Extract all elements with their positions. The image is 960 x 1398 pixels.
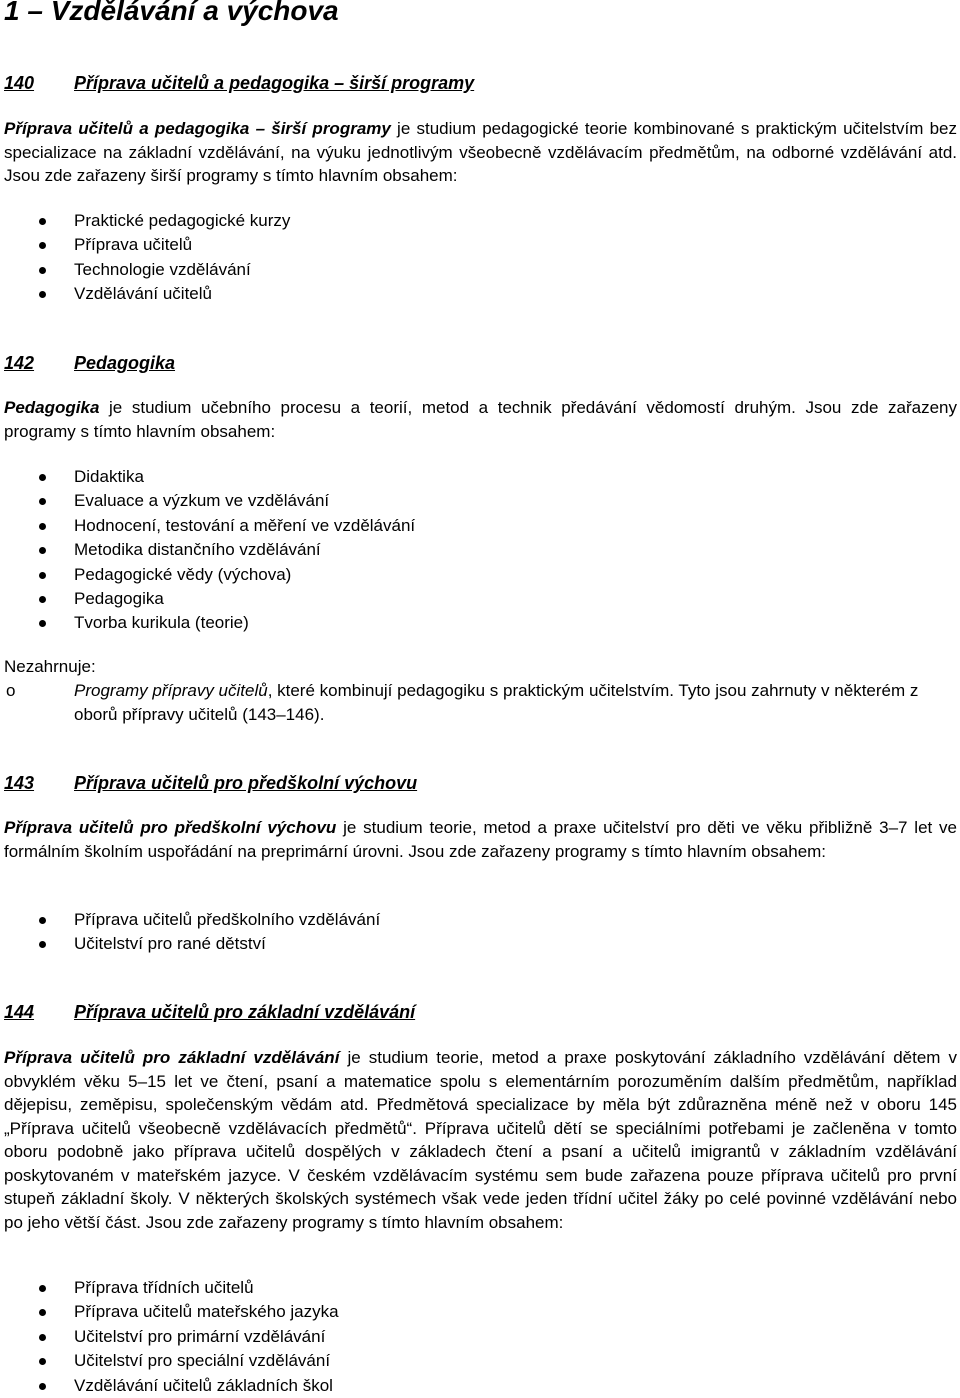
section-number: 142 <box>4 353 35 373</box>
bullet-icon <box>39 498 46 505</box>
list-item: Vzdělávání učitelů základních škol <box>0 1374 339 1398</box>
exclusion-text: Programy přípravy učitelů, které kombinují pedagogiku s praktickým učitelstvím. Tyto jsou zahrnuty v některém z oborů přípravy učitelů (143–146). <box>74 681 919 724</box>
section-140-heading <box>4 72 474 94</box>
list-item: Příprava učitelů předškolního vzdělávání <box>0 908 380 932</box>
list-item: Pedagogika <box>0 587 415 611</box>
section-term: Pedagogika <box>4 398 100 417</box>
list-item: Učitelství pro primární vzdělávání <box>0 1325 339 1349</box>
exclusion-item <box>0 679 957 726</box>
list-item: Učitelství pro speciální vzdělávání <box>0 1349 339 1373</box>
bullet-icon <box>39 1334 46 1341</box>
section-140-description <box>4 117 957 188</box>
section-title: Příprava učitelů pro předškolní výchovu <box>74 773 418 793</box>
bullet-icon <box>39 1383 46 1390</box>
list-item: Metodika distančního vzdělávání <box>0 538 415 562</box>
bullet-icon <box>39 941 46 948</box>
list-item: Pedagogické vědy (výchova) <box>0 563 415 587</box>
section-number: 140 <box>4 73 35 93</box>
section-description-text: je studium teorie, metod a praxe poskytování základního vzdělávání dětem v obvyklém věku 5–15 let ve čtení, psaní a matematice spolu s elementárním porozuměním dalším předmětům, například dějepisu, zeměpisu, společenským vědám atd. Předmětová specializace by měla být zdůrazněna méně než v oboru 145 „Příprava učitelů všeobecně vzdělávacích předmětů“. Příprava učitelů dětí se speciálními potřebami je začleněna v tomto oboru podobně jako příprava učitelů dospělých v základech čtení a psaní a učitelů imigrantů v základním vzdělávání poskytovaném v mateřském jazyce. V českém vzdělávacím systému sem bude zařazena pouze příprava učitelů pro první stupeň základní školy. V některých školských systémech však vede jeden třídní učitel žáky po celé povinné vzdělávání nebo po jeho větší část. Jsou zde zařazeny programy s tímto hlavním obsahem: <box>4 1048 958 1232</box>
section-term: Příprava učitelů pro základní vzdělávání <box>4 1048 340 1067</box>
list-item: Učitelství pro rané dětství <box>0 932 380 956</box>
section-144-description <box>4 1046 957 1234</box>
section-number: 143 <box>4 773 35 793</box>
section-title: Příprava učitelů pro základní vzdělávání <box>74 1002 416 1022</box>
section-143-content-list <box>0 908 380 957</box>
section-144-heading <box>4 1001 415 1023</box>
bullet-icon <box>39 1358 46 1365</box>
section-142-description <box>4 396 957 443</box>
list-item: Praktické pedagogické kurzy <box>0 209 290 233</box>
list-item: Příprava třídních učitelů <box>0 1276 339 1300</box>
bullet-icon <box>39 218 46 225</box>
section-142-content-list <box>0 465 415 636</box>
bullet-icon <box>39 242 46 249</box>
bullet-icon <box>39 547 46 554</box>
bullet-icon <box>39 1309 46 1316</box>
list-item: Příprava učitelů <box>0 233 290 257</box>
bullet-icon <box>39 474 46 481</box>
list-item: Příprava učitelů mateřského jazyka <box>0 1300 339 1324</box>
section-term: Příprava učitelů a pedagogika – širší programy <box>4 119 391 138</box>
bullet-icon <box>39 523 46 530</box>
list-item: Hodnocení, testování a měření ve vzdělávání <box>0 514 415 538</box>
section-term: Příprava učitelů pro předškolní výchovu <box>4 818 337 837</box>
bullet-icon <box>39 596 46 603</box>
section-title: Pedagogika <box>74 353 176 373</box>
section-title: Příprava učitelů a pedagogika – širší programy <box>74 73 475 93</box>
bullet-icon <box>39 620 46 627</box>
section-144-content-list <box>0 1276 339 1398</box>
list-item: Tvorba kurikula (teorie) <box>0 611 415 635</box>
list-item: Didaktika <box>0 465 415 489</box>
section-140-content-list <box>0 209 290 307</box>
list-item: Evaluace a výzkum ve vzdělávání <box>0 489 415 513</box>
bullet-icon <box>39 1285 46 1292</box>
bullet-icon <box>39 267 46 274</box>
section-description-text: je studium pedagogické teorie kombinované s praktickým učitelstvím bez specializace na základní vzdělávání, na výuku jednotlivým všeobecně vzdělávacím předmětům, na odborné vzdělávání atd. Jsou zde zařazeny širší programy s tímto hlavním obsahem: <box>4 119 957 185</box>
circle-bullet-icon: o <box>6 681 16 700</box>
section-143-heading <box>4 772 417 794</box>
bullet-icon <box>39 917 46 924</box>
section-142-heading <box>4 352 175 374</box>
list-item: Technologie vzdělávání <box>0 258 290 282</box>
page-title: 1 – Vzdělávání a výchova <box>4 0 339 26</box>
section-143-description <box>4 816 957 863</box>
section-description-text: je studium učebního procesu a teorií, metod a technik předávání vědomostí druhým. Jsou zde zařazeny programy s tímto hlavním obsahem: <box>4 398 957 441</box>
section-number: 144 <box>4 1002 35 1022</box>
bullet-icon <box>39 291 46 298</box>
exclusions-label: Nezahrnuje: <box>4 657 96 676</box>
bullet-icon <box>39 572 46 579</box>
section-description-text: je studium teorie, metod a praxe učitelství pro děti ve věku přibližně 3–7 let ve formálním školním uspořádání na preprimární úrovni. Jsou zde zařazeny programy s tímto hlavním obsahem: <box>4 818 958 861</box>
list-item: Vzdělávání učitelů <box>0 282 290 306</box>
